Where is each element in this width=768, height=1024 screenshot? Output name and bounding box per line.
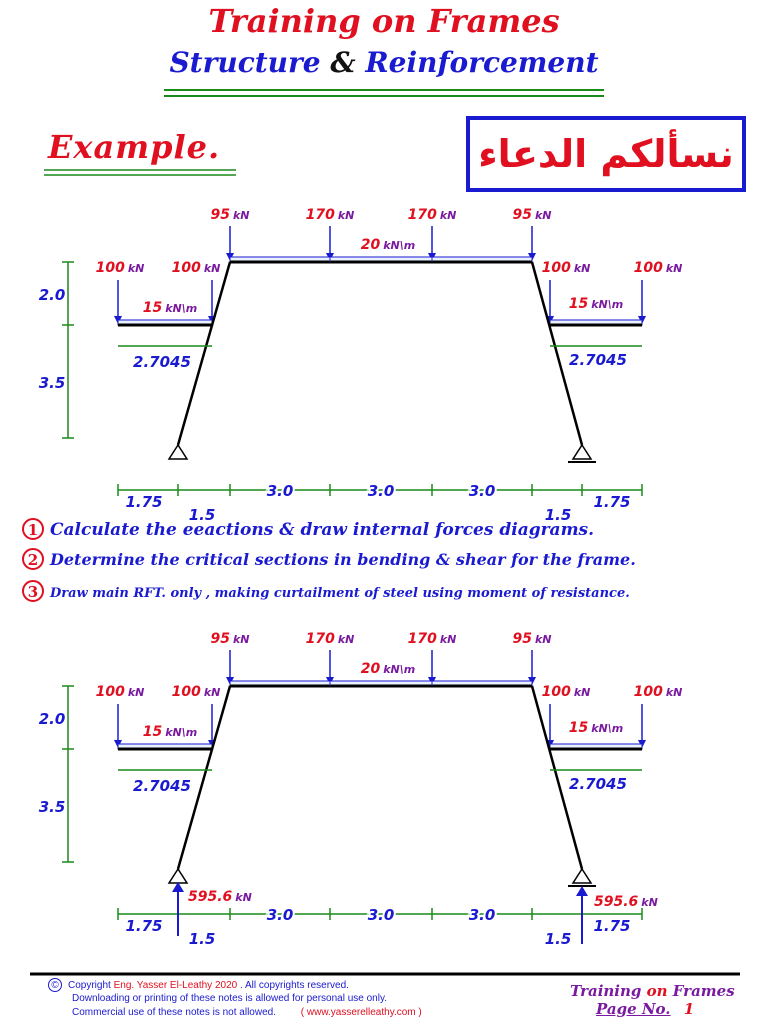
bottom-dim-label-5: 3.0 xyxy=(468,906,496,924)
bottom-dim-label-4: 3.0 xyxy=(367,906,395,924)
top-load-label-3: 170 kN xyxy=(407,631,457,647)
task-text-2: Determine the critical sections in bending & shear for the frame. xyxy=(50,550,636,569)
side-load-label-3: 100 kN xyxy=(541,684,591,700)
bottom-dim-label-2: 1.5 xyxy=(188,506,216,520)
bottom-dim-label-5: 3.0 xyxy=(468,482,496,500)
top-load-label-1: 95 kN xyxy=(210,207,250,223)
bottom-dim-label-4: 3.0 xyxy=(367,482,395,500)
task-text-3: Draw main RFT. only , making curtailment of steel using moment of resistance. xyxy=(50,586,630,601)
top-load-label-2: 170 kN xyxy=(305,631,355,647)
bottom-dim-label-7: 1.75 xyxy=(593,917,631,935)
udl-side-label-left: 15 kN\m xyxy=(142,300,198,316)
side-load-label-1: 100 kN xyxy=(95,260,145,276)
udl-top-label: 20 kN\m xyxy=(360,661,416,677)
bottom-dim-label-1: 1.75 xyxy=(125,493,163,511)
left-reaction-label: 595.6 kN xyxy=(188,889,252,905)
top-load-label-4: 95 kN xyxy=(512,207,552,223)
top-load-label-3: 170 kN xyxy=(407,207,457,223)
website-link[interactable]: ( www.yasserelleathy.com ) xyxy=(300,1007,422,1018)
side-load-label-4: 100 kN xyxy=(633,260,683,276)
udl-top-label: 20 kN\m xyxy=(360,237,416,253)
task-text-1: Calculate the eeactions & draw internal forces diagrams. xyxy=(50,520,595,540)
height-label-lower: 3.5 xyxy=(38,374,66,392)
task-number-2: 2 xyxy=(22,548,44,570)
bottom-dim-label-1: 1.75 xyxy=(125,917,163,935)
example-label: Example. xyxy=(48,128,221,166)
task-number-3: 3 xyxy=(22,580,44,602)
side-load-label-3: 100 kN xyxy=(541,260,591,276)
top-load-label-2: 170 kN xyxy=(305,207,355,223)
udl-side-label-right: 15 kN\m xyxy=(568,296,624,312)
right-roller-support xyxy=(573,869,591,883)
footer-brand: Training on Frames xyxy=(570,982,735,1000)
bottom-dim-label-3: 3.0 xyxy=(266,906,294,924)
cantilever-len-left: 2.7045 xyxy=(133,777,191,795)
subtitle-reinforcement: Reinforcement xyxy=(365,46,599,79)
height-label-lower: 3.5 xyxy=(38,798,66,816)
copyright-line-1: © Copyright Eng. Yasser El-Leathy 2020 . All copyrights reserved. xyxy=(48,978,349,992)
task-number-1: 1 xyxy=(22,518,44,540)
bottom-dim-label-7: 1.75 xyxy=(593,493,631,511)
udl-side-label-right: 15 kN\m xyxy=(568,720,624,736)
arabic-text: نسألكم الدعاء xyxy=(478,132,734,176)
right-reaction-label: 595.6 kN xyxy=(594,894,658,910)
cantilever-len-left: 2.7045 xyxy=(133,353,191,371)
subtitle-ampersand: & xyxy=(330,46,356,79)
right-reaction-head xyxy=(576,886,588,896)
page-number: Page No. 1 xyxy=(596,1000,695,1018)
subtitle-structure: Structure xyxy=(169,46,321,79)
side-load-label-2: 100 kN xyxy=(171,684,221,700)
copyright-line-2: Downloading or printing of these notes is allowed for personal use only. xyxy=(72,993,387,1004)
page-title: Training on Frames xyxy=(208,2,560,40)
side-load-label-4: 100 kN xyxy=(633,684,683,700)
copyright-line-3: Commercial use of these notes is not allowed. ( www.yasserelleathy.com ) xyxy=(72,1007,422,1018)
side-load-label-2: 100 kN xyxy=(171,260,221,276)
bottom-dim-label-6: 1.5 xyxy=(544,930,572,948)
cantilever-len-right: 2.7045 xyxy=(569,775,627,793)
top-load-label-4: 95 kN xyxy=(512,631,552,647)
side-load-label-1: 100 kN xyxy=(95,684,145,700)
author-name: Eng. Yasser El-Leathy 2020 xyxy=(113,980,238,991)
bottom-dim-label-2: 1.5 xyxy=(188,930,216,948)
cantilever-len-right: 2.7045 xyxy=(569,351,627,369)
udl-side-label-left: 15 kN\m xyxy=(142,724,198,740)
height-label-upper: 2.0 xyxy=(38,710,66,728)
height-label-upper: 2.0 xyxy=(38,286,66,304)
copyright-icon: © xyxy=(48,978,62,992)
bottom-dim-label-3: 3.0 xyxy=(266,482,294,500)
top-load-label-1: 95 kN xyxy=(210,631,250,647)
bottom-dim-label-6: 1.5 xyxy=(544,506,572,520)
left-hinge-support xyxy=(169,869,187,883)
